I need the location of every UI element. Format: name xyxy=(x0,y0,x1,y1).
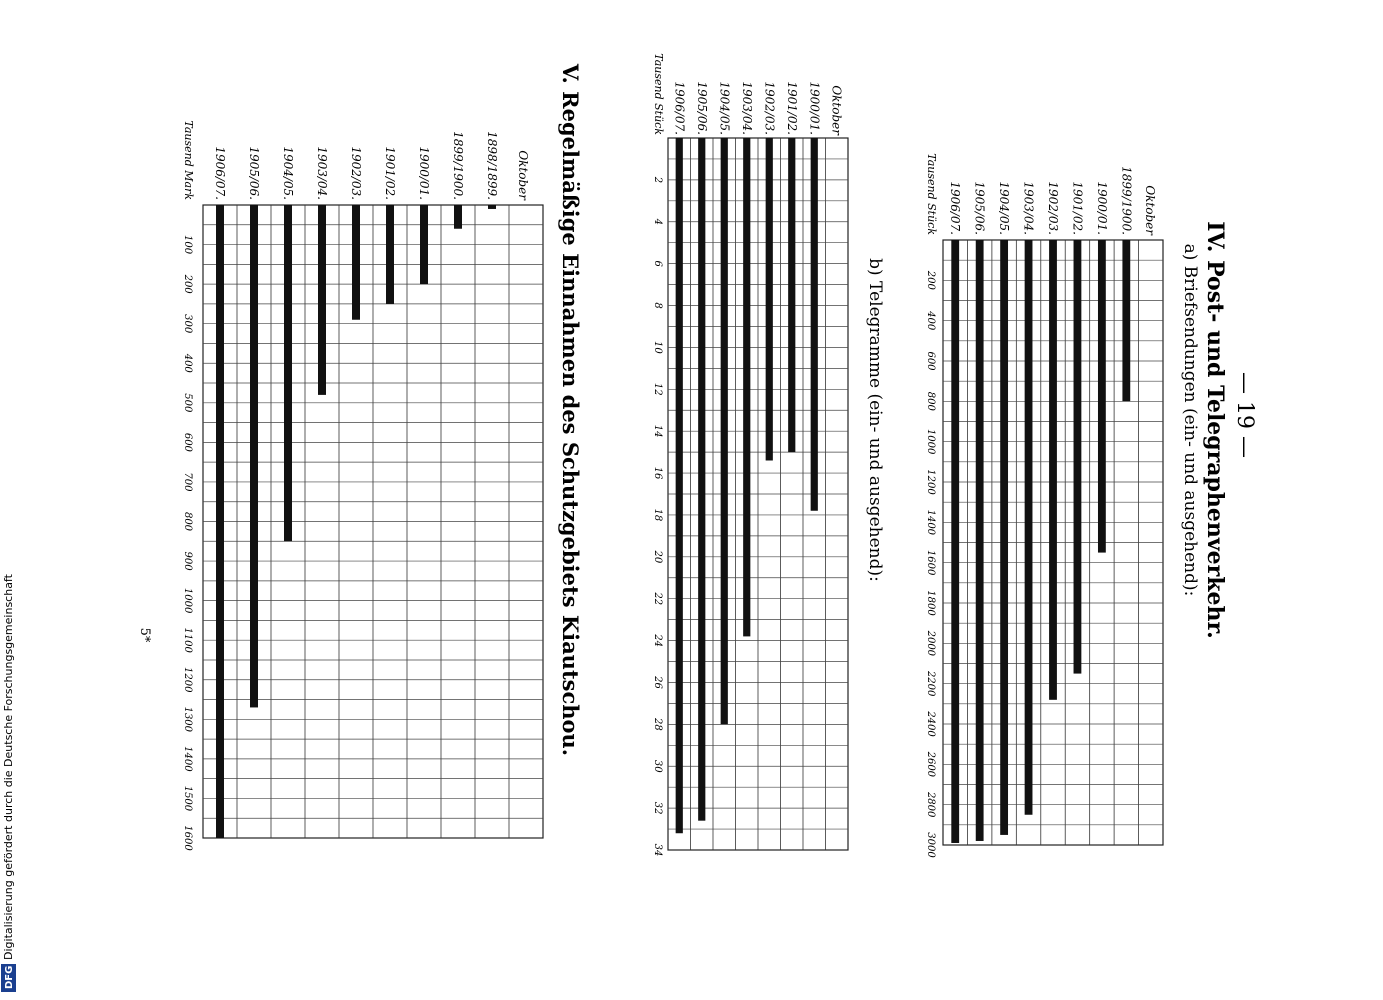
chart-1-category-header: Oktober xyxy=(1142,185,1157,235)
chart-3-bar xyxy=(420,205,428,284)
chart-3-category-label: 1901/02. xyxy=(383,146,397,200)
chart-1-tick-label: 2000 xyxy=(925,630,936,657)
chart-3-bar xyxy=(216,205,224,838)
chart-3-tick-label: 500 xyxy=(182,393,193,413)
chart-1-tick-label: 800 xyxy=(925,391,936,411)
chart-1-tick-label: 2800 xyxy=(925,791,936,818)
chart-2-tick-label: 22 xyxy=(652,592,663,606)
footer-band xyxy=(1,573,16,992)
chart-3-bar xyxy=(386,205,394,304)
chart-1-bar xyxy=(1074,240,1082,674)
chart-1-tick-label: 600 xyxy=(925,351,936,371)
chart-3-category-label: 1900/01. xyxy=(417,146,431,200)
chart-2-tick-label: 14 xyxy=(652,424,663,438)
chart-3-tick-label: 300 xyxy=(182,314,193,334)
chart-2-bar xyxy=(743,138,750,636)
chart-2-bar xyxy=(721,138,728,724)
chart-1-category-label: 1905/06. xyxy=(972,181,987,235)
chart-3-category-label: 1903/04. xyxy=(315,146,329,200)
chart-1-bar xyxy=(976,240,984,841)
chart-1-tick-label: 2200 xyxy=(925,670,936,697)
chart-1-tick-label: 1400 xyxy=(925,509,936,536)
chart-1-tick-label: 200 xyxy=(925,270,936,290)
chart-2-tick-label: 28 xyxy=(652,717,663,731)
chart-2-tick-label: 26 xyxy=(652,676,663,689)
chart-1-tick-label: 3000 xyxy=(925,832,936,858)
chart-1-plot xyxy=(925,153,1163,858)
chart-2-tick-label: 30 xyxy=(652,759,663,773)
chart-3-tick-label: 1200 xyxy=(182,667,193,693)
chart-3-tick-label: 1100 xyxy=(182,627,193,653)
chart-1-tick-label: 1600 xyxy=(925,549,936,576)
chart-einnahmen xyxy=(182,63,583,851)
chart-3-category-label: 1904/05. xyxy=(281,146,295,200)
chart-2-bar xyxy=(698,138,705,821)
chart-1-tick-label: 1000 xyxy=(925,428,936,455)
chart-1-category-label: 1899/1900. xyxy=(1119,166,1134,235)
chart-3-tick-label: 1300 xyxy=(182,706,193,733)
chart-1-tick-label: 2600 xyxy=(925,751,936,778)
chart-2-category-header: Oktober xyxy=(829,85,844,135)
chart-2-tick-label: 12 xyxy=(652,382,663,396)
chart-1-unit-label: Tausend Stück xyxy=(925,153,938,235)
chart-2-category-label: 1905/06. xyxy=(694,81,709,135)
chart-2-tick-label: 8 xyxy=(652,302,663,309)
chart-1-bar xyxy=(1000,240,1008,835)
chart-3-bar xyxy=(352,205,360,320)
chart-3-category-label: 1905/06. xyxy=(247,146,261,200)
chart-1-bar xyxy=(1098,240,1106,553)
chart-2-subtitle: b) Telegramme (ein- und ausgehend): xyxy=(865,258,885,582)
chart-1-bar xyxy=(1025,240,1033,815)
chart-2-tick-label: 10 xyxy=(652,341,663,354)
chart-3-unit-label: Tausend Mark xyxy=(182,120,195,200)
chart-3-category-header: Oktober xyxy=(516,150,531,200)
chart-3-tick-label: 600 xyxy=(182,432,193,452)
chart-2-bar xyxy=(811,138,818,511)
chart-telegramme xyxy=(652,53,885,856)
chart-1-tick-label: 2400 xyxy=(925,711,936,737)
chart-3-tick-label: 400 xyxy=(182,353,193,373)
chart-3-category-label: 1899/1900. xyxy=(451,131,465,200)
chart-1-category-label: 1900/01. xyxy=(1094,181,1109,235)
chart-2-bar xyxy=(766,138,773,460)
chart-3-tick-label: 700 xyxy=(182,472,193,492)
chart-1-bar xyxy=(1122,240,1130,401)
chart-2-tick-label: 20 xyxy=(652,550,663,564)
chart-2-tick-label: 4 xyxy=(652,218,663,225)
chart-2-category-label: 1901/02. xyxy=(784,81,799,135)
chart-3-category-label: 1902/03. xyxy=(349,146,363,200)
chart-3-category-label: 1898/1899. xyxy=(485,131,499,200)
chart-1-tick-label: 1800 xyxy=(925,590,936,616)
chart-3-tick-label: 800 xyxy=(182,511,193,532)
chart-3-plot xyxy=(182,120,543,851)
chart-2-category-label: 1903/04. xyxy=(739,81,754,135)
chart-1-subtitle: a) Briefsendungen (ein- und ausgehend): xyxy=(1180,243,1200,597)
chart-1-category-label: 1904/05. xyxy=(997,181,1012,235)
chart-2-category-label: 1902/03. xyxy=(762,81,777,135)
chart-2-bar xyxy=(676,138,683,833)
chart-2-tick-label: 16 xyxy=(652,466,663,480)
chart-2-tick-label: 32 xyxy=(652,801,663,815)
chart-3-bar xyxy=(318,205,326,395)
chart-3-bar xyxy=(454,205,462,229)
footer-logo: DFG xyxy=(4,965,15,989)
page-header: — 19 — xyxy=(1232,372,1257,458)
page-mark: 5* xyxy=(137,627,152,643)
chart-3-title: V. Regelmäßige Einnahmen des Schutzgebiets Kiautschou. xyxy=(558,63,583,757)
chart-2-tick-label: 2 xyxy=(652,176,663,184)
chart-3-tick-label: 1600 xyxy=(182,825,193,851)
chart-2-category-label: 1906/07. xyxy=(672,81,687,135)
chart-3-tick-label: 1000 xyxy=(182,587,193,614)
chart-3-tick-label: 1400 xyxy=(182,746,193,772)
chart-3-bar xyxy=(488,205,496,209)
chart-1-bar xyxy=(1049,240,1057,700)
chart-3-category-label: 1906/07. xyxy=(213,146,227,200)
chart-3-tick-label: 900 xyxy=(182,551,193,571)
chart-2-category-label: 1900/01. xyxy=(807,81,822,135)
chart-1-category-label: 1906/07. xyxy=(948,181,963,235)
chart-2-bar xyxy=(788,138,795,452)
chart-1-title: IV. Post- und Telegraphenverkehr. xyxy=(1202,221,1228,639)
chart-1-tick-label: 400 xyxy=(925,311,936,331)
chart-3-bar xyxy=(284,205,292,541)
footer-text: Digitalisierung gefördert durch die Deutsche Forschungsgemeinschaft xyxy=(2,574,15,960)
chart-1-bar xyxy=(951,240,959,843)
chart-2-plot xyxy=(652,53,848,856)
chart-1-category-label: 1903/04. xyxy=(1021,181,1036,235)
chart-1-category-label: 1901/02. xyxy=(1070,181,1085,235)
chart-2-tick-label: 24 xyxy=(652,634,663,647)
chart-3-tick-label: 200 xyxy=(182,274,193,294)
chart-briefsendungen xyxy=(925,153,1228,858)
chart-2-category-label: 1904/05. xyxy=(717,81,732,135)
chart-3-tick-label: 100 xyxy=(182,235,193,255)
chart-2-unit-label: Tausend Stück xyxy=(652,53,665,135)
chart-2-tick-label: 18 xyxy=(652,508,663,522)
chart-3-bar xyxy=(250,205,258,707)
chart-2-tick-label: 6 xyxy=(652,260,663,267)
chart-3-tick-label: 1500 xyxy=(182,785,193,812)
chart-1-category-label: 1902/03. xyxy=(1046,181,1060,235)
chart-2-tick-label: 34 xyxy=(652,843,663,857)
chart-1-tick-label: 1200 xyxy=(925,469,936,495)
